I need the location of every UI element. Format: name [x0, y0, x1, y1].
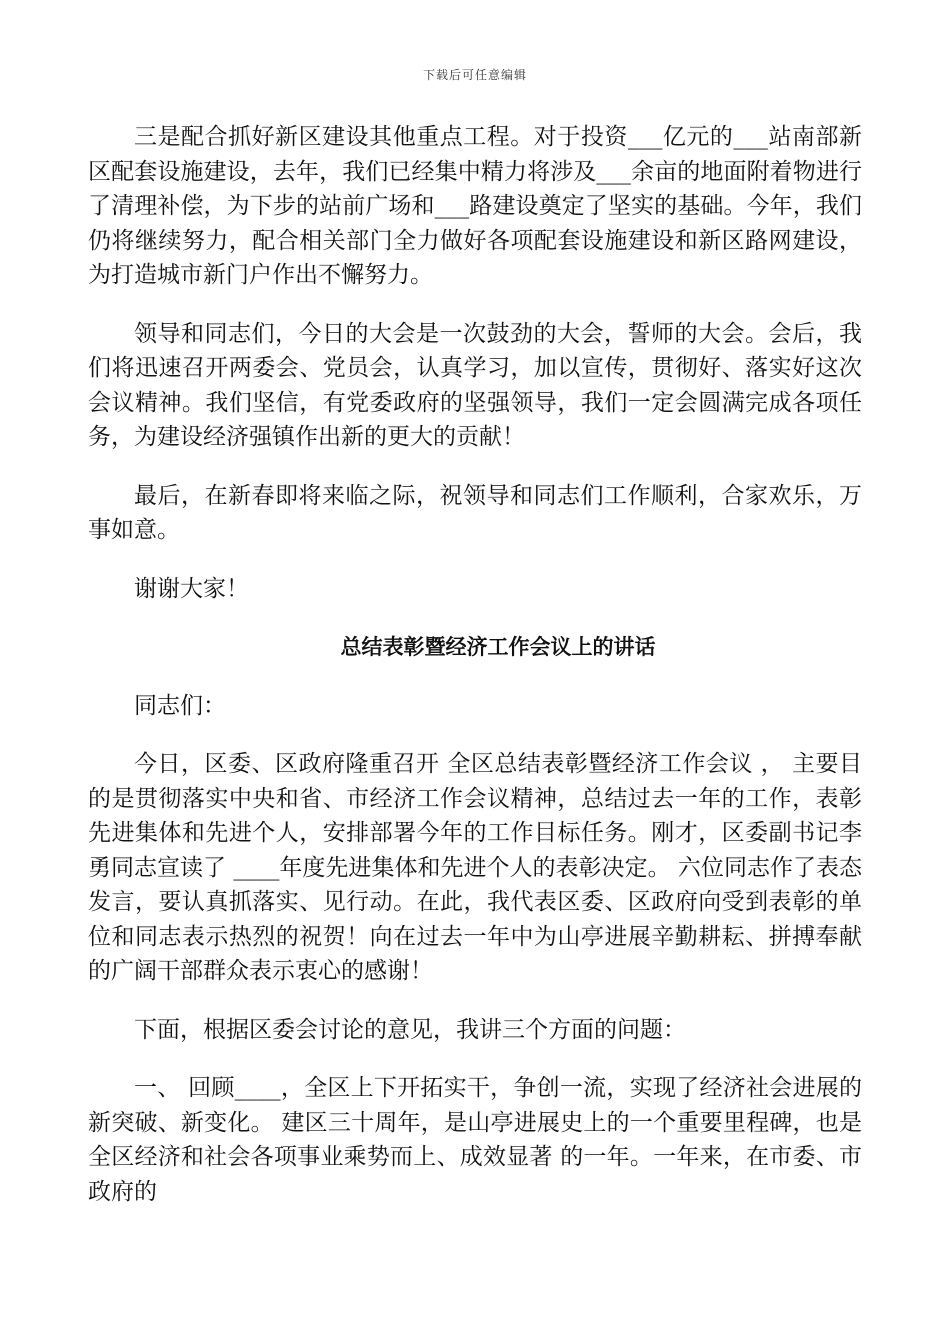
speech-title: 总结表彰暨经济工作会议上的讲话 [340, 634, 656, 659]
paragraph-closing-pledge: 领导和同志们，今日的大会是一次鼓劲的大会，誓师的大会。会后，我们将迅速召开两委会、党员会，认真学习，加以宣传，贯彻好、落实好这次会议精神。我们坚信，有党委政府的坚强领导，我们一定会圆满完成各项任务，为建设经济强镇作出新的更大的贡献！ [88, 320, 862, 450]
page-header-note: 下载后可任意编辑 [422, 68, 527, 82]
paragraph-thanks: 谢谢大家！ [134, 575, 249, 602]
paragraph-section-one: 一、 回顾____，全区上下开拓实干，争创一流，实现了经济社会进展的新突破、新变化。 建区三十周年，是山亭进展史上的一个重要里程碑，也是全区经济和社会各项事业乘势而上、成效显著 的一年。一年来，在市委、市政府的 [88, 1075, 862, 1205]
document-body [88, 120, 862, 1233]
paragraph-outline: 下面，根据区委会讨论的意见，我讲三个方面的问题： [134, 1016, 686, 1043]
paragraph-key-projects: 三是配合抓好新区建设其他重点工程。对于投资___亿元的___站南部新区配套设施建设，去年，我们已经集中精力将涉及___余亩的地面附着物进行了清理补偿，为下步的站前广场和___路建设奠定了坚实的基础。今年，我们仍将继续努力，配合相关部门全力做好各项配套设施建设和新区路网建设，为打造城市新门户作出不懈努力。 [88, 124, 862, 288]
paragraph-introduction: 今日，区委、区政府隆重召开 全区总结表彰暨经济工作会议 ， 主要目的是贯彻落实中央和省、市经济工作会议精神，总结过去一年的工作，表彰先进集体和先进个人，安排部署今年的工作目标任务。刚才，区委副书记李勇同志宣读了 ____年度先进集体和先进个人的表彰决定。 六位同志作了表态发言，要认真抓落实、见行动。在此，我代表区委、区政府向受到表彰的单位和同志表示热烈的祝贺！向在过去一年中为山亭进展辛勤耕耘、拼搏奉献的广阔干部群众表示衷心的感谢！ [88, 751, 862, 984]
paragraph-salutation: 同志们： [134, 692, 226, 719]
paragraph-new-year-wishes: 最后，在新春即将来临之际，祝领导和同志们工作顺利，合家欢乐，万事如意。 [88, 482, 862, 543]
